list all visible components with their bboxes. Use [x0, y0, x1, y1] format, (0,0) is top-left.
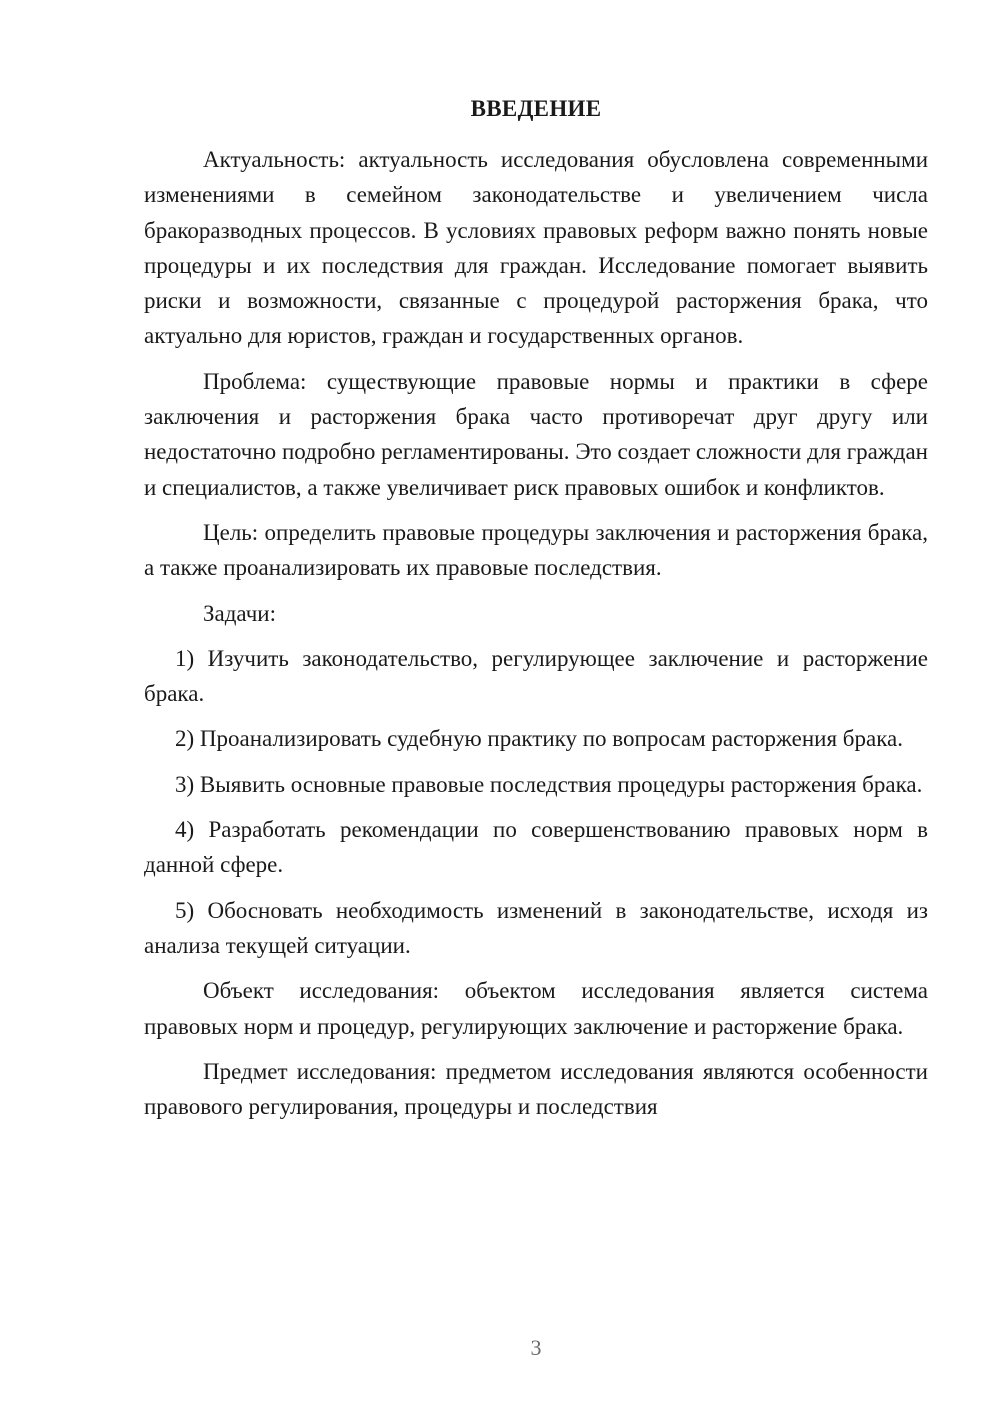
task-item: 3) Выявить основные правовые последствия процедуры расторжения брака. [175, 771, 923, 797]
goal-paragraph: Цель: определить правовые процедуры заключения и расторжения брака, а также проанализировать их правовые последствия. [144, 519, 928, 581]
task-item: 2) Проанализировать судебную практику по вопросам расторжения брака. [175, 726, 903, 752]
task-item: 1) Изучить законодательство, регулирующее заключение и расторжение брака. [144, 645, 928, 707]
document-body [144, 142, 928, 1130]
object-paragraph: Объект исследования: объектом исследования является система правовых норм и процедур, регулирующих заключение и расторжение брака. [144, 978, 928, 1039]
subject-paragraph: Предмет исследования: предметом исследования являются особенности правового регулирования, процедуры и последствия [144, 1058, 928, 1120]
task-item: 4) Разработать рекомендации по совершенствованию правовых норм в данной сфере. [144, 817, 928, 878]
problem-paragraph: Проблема: существующие правовые нормы и практики в сфере заключения и расторжения брака часто противоречат друг другу или недостаточно подробно регламентированы. Это создает сложности для граждан и специалистов, а также увеличивает риск правовых ошибок и конфликтов. [144, 368, 928, 500]
tasks-heading: Задачи: [203, 600, 276, 626]
relevance-paragraph: Актуальность: актуальность исследования обусловлена современными изменениями в семейном законодательстве и увеличением числа бракоразводных процессов. В условиях правовых реформ важно понять новые процедуры и их последствия для граждан. Исследование помогает выявить риски и возможности, связанные с процедурой расторжения брака, что актуально для юристов, граждан и государственных органов. [144, 147, 928, 349]
task-item: 5) Обосновать необходимость изменений в законодательстве, исходя из анализа текущей ситуации. [144, 897, 928, 958]
page-number: 3 [530, 1335, 542, 1360]
page-title: ВВЕДЕНИЕ [470, 96, 602, 121]
